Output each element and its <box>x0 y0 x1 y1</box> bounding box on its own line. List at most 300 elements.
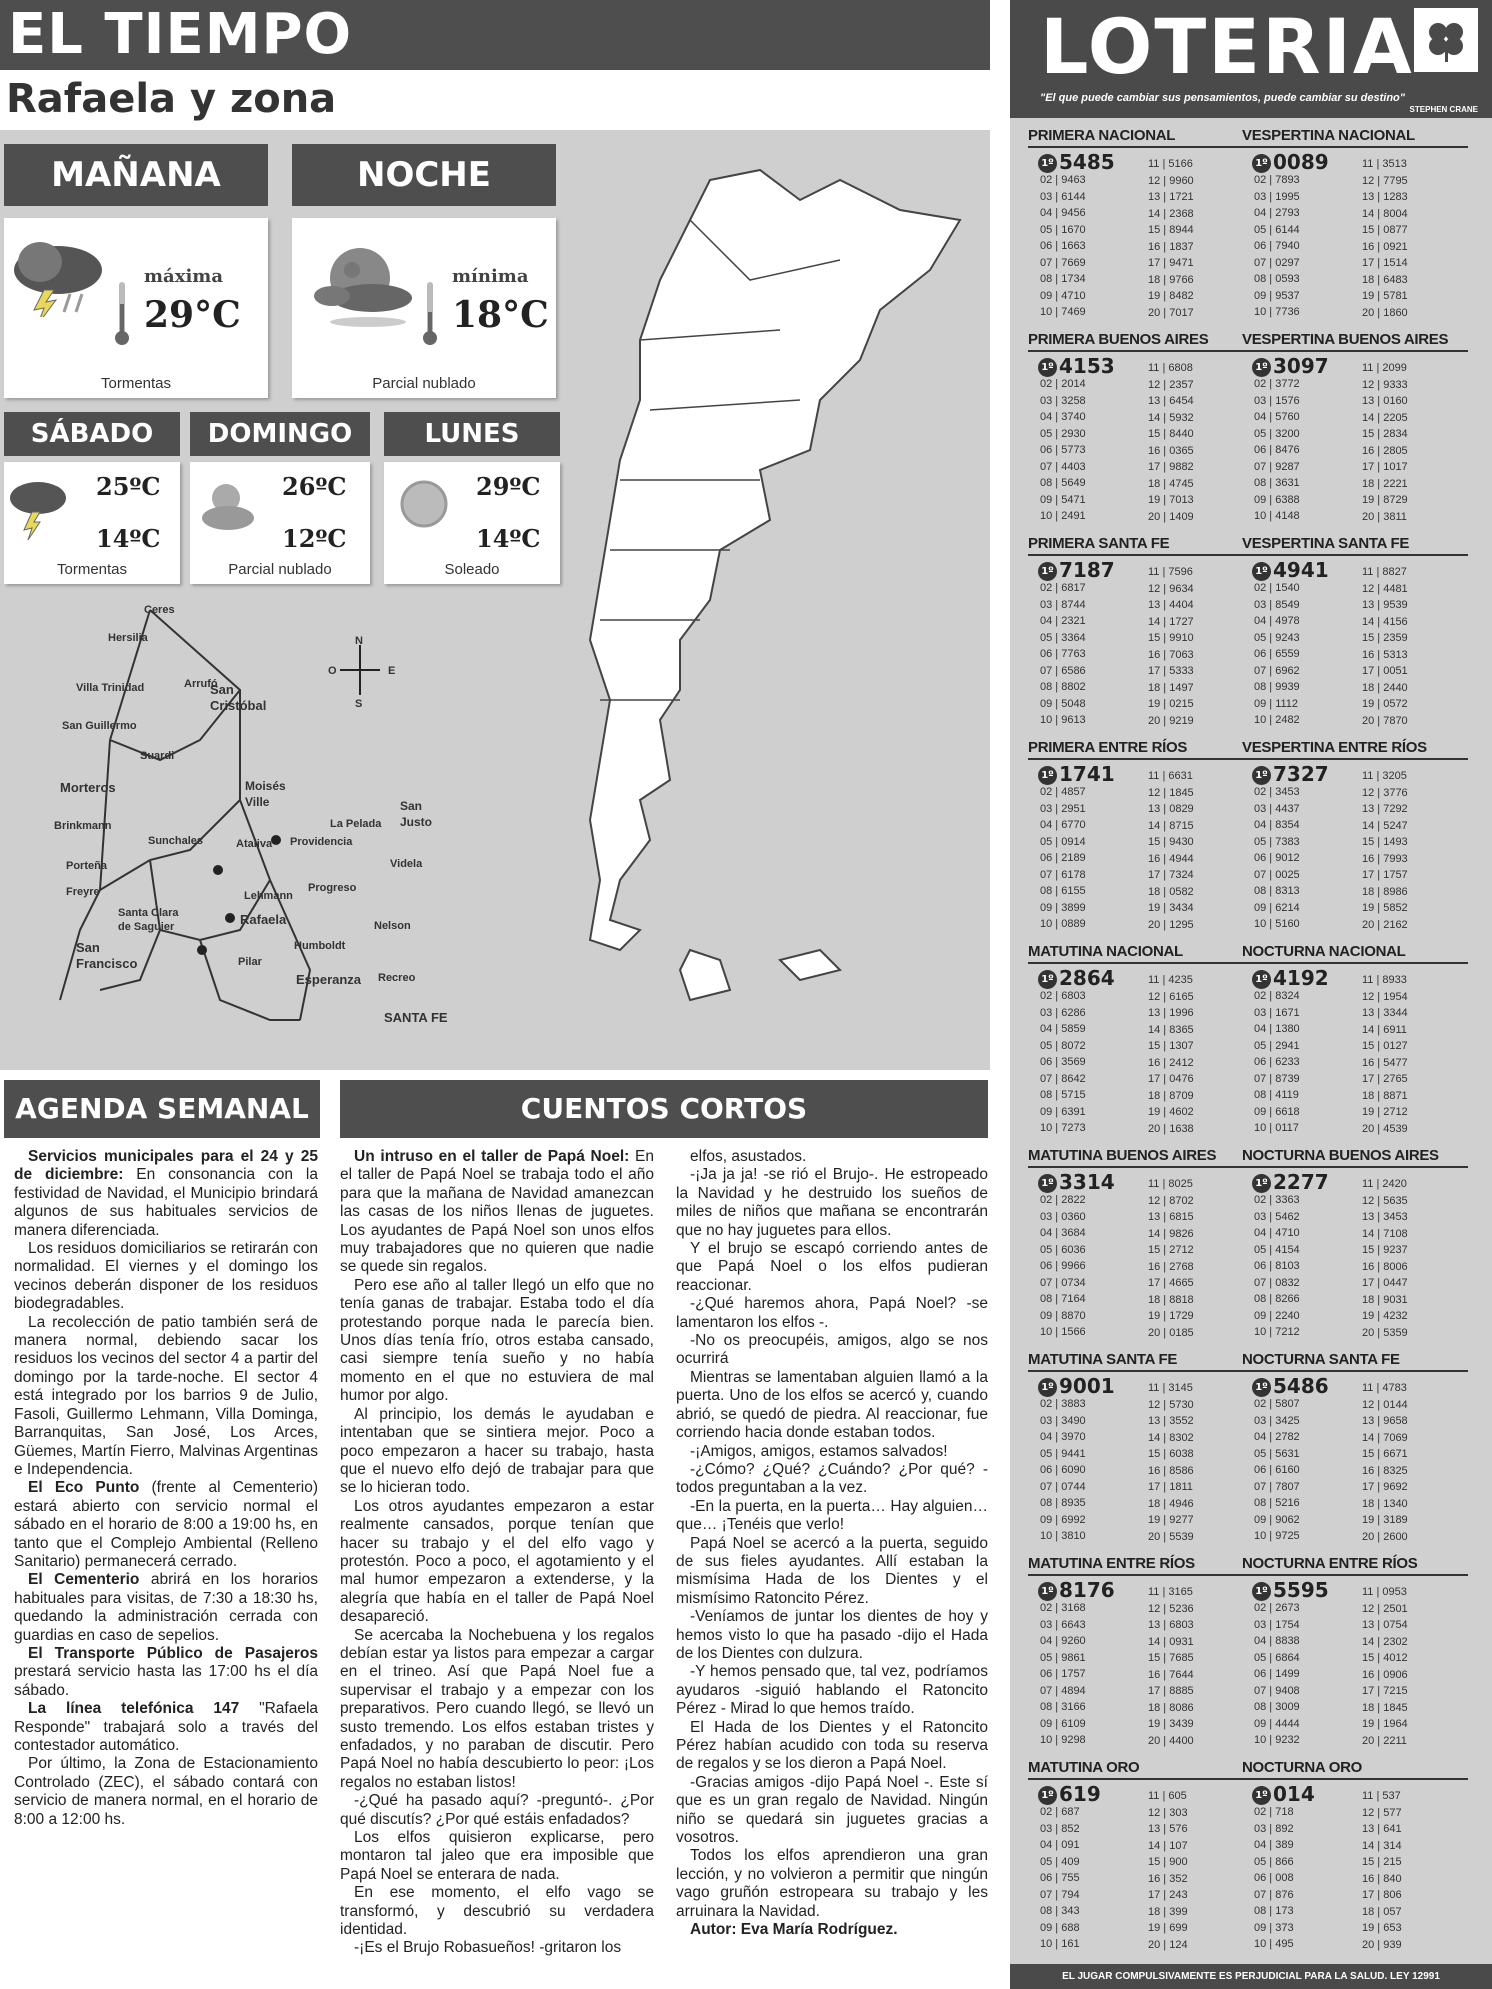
loteria-header <box>1010 0 1492 100</box>
lottery-number: 09 | 1112 <box>1254 697 1299 710</box>
lottery-number: 05 | 1670 <box>1040 223 1086 236</box>
lottery-number: 14 | 5932 <box>1148 411 1194 424</box>
lottery-number: 16 | 5477 <box>1362 1056 1408 1069</box>
lottery-number: 20 | 0185 <box>1148 1326 1194 1339</box>
lottery-number: 15 | 8944 <box>1148 224 1194 236</box>
lottery-number: 05 | 9441 <box>1040 1447 1086 1460</box>
city-label: Brinkmann <box>54 820 112 832</box>
lottery-number: 02 | 718 <box>1254 1806 1294 1818</box>
lottery-number: 10 | 0117 <box>1254 1122 1299 1134</box>
weather-panel <box>0 130 990 1070</box>
lottery-first <box>1252 966 1329 990</box>
lottery-number: 08 | 9939 <box>1254 681 1300 693</box>
lottery-number: 18 | 8709 <box>1148 1089 1194 1102</box>
paragraph-bold: El Cementerio <box>28 1571 140 1589</box>
lottery-number: 19 | 3189 <box>1362 1514 1408 1526</box>
lottery-number: 17 | 5333 <box>1148 665 1194 677</box>
paragraph <box>676 1921 988 1939</box>
cuentos-col2 <box>676 1148 988 1978</box>
lottery-number: 14 | 2302 <box>1362 1635 1408 1648</box>
lottery-first <box>1252 1782 1315 1806</box>
lottery-number: 10 | 2482 <box>1254 714 1300 726</box>
lottery-number: 11 | 8933 <box>1362 974 1407 986</box>
lottery-number: 08 | 5715 <box>1040 1089 1086 1101</box>
paragraph <box>676 1443 988 1461</box>
lottery-name: VESPERTINA SANTA FE <box>1242 534 1468 556</box>
lottery-number: 04 | 9456 <box>1040 207 1086 219</box>
paragraph-text: Pero ese año al taller llegó un elfo que no tenía ganas de trabajar. Estaba todo el día protestando porque nada le parecía bien. Unos días tenía frío, otros estaba cansado, casi siempre tenía sueño y no había momento en el que no estuviera de mal humor por algo. <box>340 1276 654 1405</box>
lottery-number: 15 | 6671 <box>1362 1448 1408 1460</box>
paragraph <box>676 1166 988 1240</box>
lottery-number: 04 | 3970 <box>1040 1431 1086 1443</box>
paragraph-text: -¿Qué ha pasado aquí? -preguntó-. ¿Por qué discutís? ¿Por qué estáis enfadados? <box>340 1792 654 1828</box>
lottery-number: 03 | 0360 <box>1040 1210 1086 1223</box>
first-prize-icon: 1º <box>1252 1786 1271 1805</box>
lottery-number: 09 | 373 <box>1254 1921 1294 1934</box>
lottery-number: 18 | 057 <box>1362 1905 1402 1918</box>
paragraph <box>340 1627 654 1793</box>
paragraph <box>340 1406 654 1498</box>
lottery-number: 14 | 7069 <box>1362 1431 1408 1444</box>
lottery-number: 09 | 4710 <box>1040 289 1086 302</box>
lottery-number: 07 | 0832 <box>1254 1276 1300 1289</box>
lottery-number: 09 | 9537 <box>1254 289 1300 302</box>
lottery-first-value: 0089 <box>1273 150 1329 174</box>
lottery-number: 04 | 091 <box>1040 1839 1080 1851</box>
lottery-number: 03 | 8549 <box>1254 598 1300 611</box>
lottery-number: 18 | 4946 <box>1148 1497 1194 1510</box>
lottery-number: 12 | 8702 <box>1148 1194 1194 1207</box>
lottery-number: 20 | 939 <box>1362 1938 1402 1951</box>
lottery-number: 15 | 9910 <box>1148 632 1194 644</box>
lottery-number: 12 | 7795 <box>1362 174 1408 187</box>
lottery-first <box>1038 966 1115 990</box>
first-prize-icon: 1º <box>1252 1582 1271 1601</box>
lottery-first <box>1038 558 1115 582</box>
lottery-number: 16 | 2805 <box>1362 444 1408 457</box>
lottery-number: 03 | 6144 <box>1040 190 1086 203</box>
first-prize-icon: 1º <box>1252 766 1271 785</box>
lottery-number: 07 | 794 <box>1040 1888 1080 1901</box>
lottery-number: 04 | 4978 <box>1254 615 1300 627</box>
paragraph-text: El Hada de los Dientes y el Ratoncito Pérez habían acudido con toda su reserva de regalos y se los dieron a Papá Noel. <box>676 1718 988 1773</box>
lottery-number: 17 | 4665 <box>1148 1277 1194 1289</box>
moon-cloud-icon <box>312 240 422 330</box>
lottery-number: 07 | 6962 <box>1254 664 1300 677</box>
lottery-number: 19 | 5852 <box>1362 902 1408 914</box>
lottery-number: 02 | 9463 <box>1040 174 1086 186</box>
lottery-number: 10 | 1566 <box>1040 1326 1086 1338</box>
paragraph-text: -¡Ja ja ja! -se rió el Brujo-. He estropeado la Navidad y he destruido los sueños de miles de niños que mañana se encontrarán que no hay juguetes para ellos. <box>676 1166 988 1239</box>
lottery-number: 11 | 4235 <box>1148 974 1193 986</box>
lottery-number: 05 | 409 <box>1040 1855 1080 1868</box>
lottery-block <box>1242 1758 1468 1958</box>
lottery-number: 14 | 8365 <box>1148 1023 1194 1036</box>
lottery-first <box>1252 558 1329 582</box>
lottery-block <box>1028 1350 1254 1550</box>
lottery-number: 17 | 806 <box>1362 1889 1402 1901</box>
first-prize-icon: 1º <box>1252 1378 1271 1397</box>
lottery-number: 15 | 7685 <box>1148 1652 1194 1664</box>
lottery-number: 07 | 6586 <box>1040 664 1086 677</box>
lottery-number: 17 | 1514 <box>1362 257 1408 269</box>
paragraph <box>676 1608 988 1663</box>
lottery-number: 20 | 2600 <box>1362 1530 1408 1543</box>
lottery-first-value: 9001 <box>1059 1374 1115 1398</box>
lottery-number: 20 | 1860 <box>1362 306 1408 319</box>
lottery-number: 02 | 8324 <box>1254 990 1300 1002</box>
lottery-number: 03 | 1995 <box>1254 190 1300 203</box>
today-desc: Tormentas <box>100 375 172 392</box>
lottery-number: 06 | 7763 <box>1040 648 1086 660</box>
lottery-name: MATUTINA SANTA FE <box>1028 1350 1254 1372</box>
lottery-number: 09 | 2240 <box>1254 1309 1300 1322</box>
lottery-number: 06 | 1499 <box>1254 1668 1300 1680</box>
today-card <box>4 218 268 398</box>
lottery-number: 11 | 537 <box>1362 1790 1401 1802</box>
lottery-number: 03 | 3425 <box>1254 1414 1300 1427</box>
day-desc: Soleado <box>444 561 500 578</box>
paragraph <box>676 1148 988 1166</box>
lottery-name: NOCTURNA ENTRE RÍOS <box>1242 1554 1468 1576</box>
lottery-first <box>1038 762 1115 786</box>
lottery-number: 06 | 9966 <box>1040 1260 1086 1272</box>
lottery-number: 04 | 8838 <box>1254 1635 1300 1647</box>
city-label: Ceres <box>144 604 175 616</box>
lottery-block <box>1028 1554 1254 1754</box>
paragraph-text: Papá Noel se acercó a la puerta, seguido de sus fieles ayudantes. Allí estaban la mismísima Hada de los Dientes y el mismísimo Ratoncito Pérez. <box>676 1534 988 1607</box>
lottery-number: 02 | 1540 <box>1254 582 1300 594</box>
lottery-number: 04 | 9260 <box>1040 1635 1086 1647</box>
city-label: Hersilia <box>108 632 148 644</box>
lottery-number: 11 | 8827 <box>1362 566 1407 578</box>
lottery-name: PRIMERA NACIONAL <box>1028 126 1254 148</box>
paragraph <box>340 1939 654 1957</box>
first-prize-icon: 1º <box>1038 358 1057 377</box>
lottery-block <box>1242 738 1468 938</box>
day-min: 14ºC <box>96 524 161 553</box>
city-label: Freyre <box>66 886 100 898</box>
lottery-number: 05 | 6864 <box>1254 1651 1300 1664</box>
lottery-number: 03 | 6643 <box>1040 1618 1086 1631</box>
lottery-number: 02 | 3883 <box>1040 1398 1086 1410</box>
city-label: San Guillermo <box>62 720 137 732</box>
lottery-number: 11 | 8025 <box>1148 1178 1193 1190</box>
first-prize-icon: 1º <box>1038 154 1057 173</box>
lottery-number: 03 | 1754 <box>1254 1618 1300 1631</box>
paragraph <box>14 1240 318 1314</box>
lottery-first-value: 4941 <box>1273 558 1329 582</box>
paragraph <box>676 1847 988 1921</box>
day-max: 26ºC <box>282 472 347 501</box>
quote: "El que puede cambiar sus pensamientos, puede cambiar su destino" <box>1040 92 1405 104</box>
lottery-name: MATUTINA BUENOS AIRES <box>1028 1146 1254 1168</box>
lottery-number: 12 | 303 <box>1148 1806 1188 1819</box>
city-label: Suardi <box>140 750 175 762</box>
lottery-number: 09 | 6109 <box>1040 1717 1086 1730</box>
lottery-number: 13 | 7292 <box>1362 803 1408 815</box>
tab-sabado: SÁBADO <box>4 412 180 456</box>
lottery-number: 10 | 3810 <box>1040 1530 1086 1542</box>
lottery-number: 18 | 2440 <box>1362 681 1408 694</box>
lottery-number: 09 | 6214 <box>1254 901 1300 914</box>
lottery-number: 20 | 7017 <box>1148 306 1194 319</box>
lottery-number: 10 | 4148 <box>1254 510 1300 522</box>
city-label: Pilar <box>238 956 262 968</box>
lottery-first <box>1252 1374 1329 1398</box>
lottery-number: 13 | 1996 <box>1148 1007 1194 1019</box>
lottery-number: 07 | 4894 <box>1040 1684 1086 1697</box>
lottery-block <box>1028 738 1254 938</box>
lottery-number: 04 | 5760 <box>1254 411 1300 423</box>
paragraph-text: -¡Es el Brujo Robasueños! -gritaron los <box>354 1939 622 1957</box>
lottery-number: 10 | 161 <box>1040 1938 1080 1950</box>
lottery-number: 14 | 314 <box>1362 1839 1402 1852</box>
paragraph <box>14 1645 318 1700</box>
lottery-block <box>1028 942 1254 1142</box>
lottery-number: 02 | 687 <box>1040 1806 1080 1818</box>
paragraph <box>340 1498 654 1627</box>
lottery-first-value: 5485 <box>1059 150 1115 174</box>
lottery-number: 19 | 0572 <box>1362 698 1408 710</box>
compass-n: N <box>355 635 363 647</box>
first-prize-icon: 1º <box>1252 154 1271 173</box>
lottery-number: 11 | 2420 <box>1362 1178 1407 1190</box>
tab-domingo: DOMINGO <box>190 412 370 456</box>
lottery-number: 13 | 641 <box>1362 1823 1402 1835</box>
city-label: San Cristóbal <box>210 682 267 713</box>
lottery-number: 12 | 577 <box>1362 1806 1402 1819</box>
lottery-number: 05 | 9861 <box>1040 1651 1086 1664</box>
lottery-number: 12 | 6165 <box>1148 990 1194 1003</box>
lottery-number: 02 | 6817 <box>1040 582 1086 594</box>
lottery-number: 05 | 7383 <box>1254 835 1300 848</box>
lottery-number: 02 | 3363 <box>1254 1194 1300 1206</box>
first-prize-icon: 1º <box>1038 562 1057 581</box>
paragraph-text: (frente al Cementerio) estará abierto con servicio normal el sábado en el horario de 8:00 a 19:00 hs, en tanto que el Complejo Ambiental (Relleno Sanitario) permanecerá cerrado. <box>14 1479 318 1570</box>
paragraph-text: -Y hemos pensado que, tal vez, podríamos ayudaros -siguió hablando el Ratoncito Pérez - Mirad lo que hemos traído. <box>676 1663 988 1718</box>
lottery-number: 02 | 3772 <box>1254 378 1300 390</box>
lottery-block <box>1028 1758 1254 1958</box>
lottery-number: 05 | 6144 <box>1254 223 1300 236</box>
lottery-number: 10 | 7469 <box>1040 306 1086 318</box>
first-prize-icon: 1º <box>1252 970 1271 989</box>
lottery-number: 08 | 343 <box>1040 1905 1080 1917</box>
lottery-number: 20 | 124 <box>1148 1938 1188 1951</box>
paragraph-text: "Rafaela Responde" trabajará solo a través del contestador automático. <box>14 1700 318 1754</box>
lottery-block <box>1028 534 1254 734</box>
lottery-number: 15 | 9430 <box>1148 836 1194 848</box>
lottery-number: 09 | 3899 <box>1040 901 1086 914</box>
city-label: Arrufó <box>184 678 218 690</box>
lottery-number: 07 | 6178 <box>1040 868 1086 881</box>
lottery-number: 12 | 2357 <box>1148 378 1194 391</box>
tab-lunes: LUNES <box>384 412 560 456</box>
lottery-first <box>1252 354 1329 378</box>
lottery-number: 09 | 5048 <box>1040 697 1086 710</box>
lottery-number: 05 | 0914 <box>1040 835 1086 848</box>
lottery-number: 17 | 9692 <box>1362 1481 1408 1493</box>
lottery-number: 07 | 8739 <box>1254 1072 1300 1085</box>
lottery-number: 14 | 9826 <box>1148 1227 1194 1240</box>
lottery-number: 18 | 8818 <box>1148 1293 1194 1306</box>
lottery-name: MATUTINA NACIONAL <box>1028 942 1254 964</box>
lottery-number: 06 | 9012 <box>1254 852 1300 864</box>
lottery-number: 18 | 8986 <box>1362 885 1408 898</box>
lottery-number: 15 | 2359 <box>1362 632 1408 644</box>
lottery-block <box>1242 534 1468 734</box>
lottery-number: 12 | 1845 <box>1148 786 1194 799</box>
first-prize-icon: 1º <box>1038 1786 1057 1805</box>
lottery-number: 16 | 8006 <box>1362 1260 1408 1273</box>
paragraph-text: En ese momento, el elfo vago se transformó, y descubrió su verdadera identidad. <box>340 1884 654 1939</box>
lottery-number: 18 | 1497 <box>1148 681 1194 694</box>
lottery-number: 06 | 5773 <box>1040 444 1086 456</box>
lottery-number: 08 | 8802 <box>1040 681 1086 693</box>
lottery-number: 04 | 1380 <box>1254 1023 1300 1035</box>
lottery-number: 04 | 389 <box>1254 1839 1294 1851</box>
lottery-number: 16 | 2768 <box>1148 1260 1194 1273</box>
paragraph <box>14 1755 318 1829</box>
weather-title: EL TIEMPO <box>0 0 990 70</box>
paragraph <box>14 1148 318 1240</box>
lottery-number: 06 | 6160 <box>1254 1464 1300 1476</box>
lottery-number: 19 | 653 <box>1362 1922 1402 1934</box>
lottery-number: 15 | 2712 <box>1148 1244 1194 1256</box>
lottery-number: 17 | 2765 <box>1362 1073 1408 1085</box>
lottery-number: 18 | 8871 <box>1362 1089 1408 1102</box>
lottery-number: 20 | 5359 <box>1362 1326 1408 1339</box>
lottery-number: 18 | 8086 <box>1148 1701 1194 1714</box>
max-label: máxima <box>144 266 223 287</box>
lottery-first-value: 8176 <box>1059 1578 1115 1602</box>
lottery-number: 14 | 5247 <box>1362 819 1408 832</box>
lottery-number: 07 | 7807 <box>1254 1480 1300 1493</box>
lottery-first <box>1038 1374 1115 1398</box>
lottery-number: 07 | 0744 <box>1040 1480 1086 1493</box>
paragraph-bold: Autor: Eva María Rodríguez. <box>690 1921 898 1939</box>
loteria-title: LOTERIA <box>1040 2 1414 91</box>
paragraph <box>676 1461 988 1498</box>
lottery-number: 11 | 6631 <box>1148 770 1193 782</box>
paragraph-text: En el taller de Papá Noel se trabaja todo el año para que la mañana de Navidad amanezcan las casas de los niños llenas de juguetes. Los ayudantes de Papá Noel son unos elfos muy trabajadores que no quieren que nadie se quede sin regalos. <box>340 1148 654 1276</box>
lottery-number: 06 | 8103 <box>1254 1260 1300 1272</box>
lottery-number: 06 | 6090 <box>1040 1464 1086 1476</box>
quote-bar <box>1010 92 1492 118</box>
lottery-name: VESPERTINA ENTRE RÍOS <box>1242 738 1468 760</box>
lottery-number: 08 | 1734 <box>1040 273 1086 285</box>
lottery-number: 18 | 6483 <box>1362 273 1408 286</box>
city-label: Santa Clara de Saguier <box>118 907 179 933</box>
lottery-number: 06 | 6233 <box>1254 1056 1300 1068</box>
first-prize-icon: 1º <box>1252 562 1271 581</box>
paragraph <box>676 1774 988 1848</box>
lottery-number: 10 | 495 <box>1254 1938 1294 1950</box>
lottery-number: 03 | 8744 <box>1040 598 1086 611</box>
paragraph-text: -¿Cómo? ¿Qué? ¿Cuándo? ¿Por qué? -todos preguntaban a la vez. <box>676 1460 988 1497</box>
paragraph-text: -Veníamos de juntar los dientes de hoy y hemos visto lo que ha pasado -dijo el Hada de los Dientes con dulzura. <box>676 1608 988 1662</box>
thermometer-icon <box>422 282 438 348</box>
lottery-number: 08 | 5216 <box>1254 1497 1300 1509</box>
lottery-number: 15 | 1307 <box>1148 1040 1194 1052</box>
paragraph <box>676 1240 988 1295</box>
lottery-first <box>1252 150 1329 174</box>
lottery-number: 03 | 2951 <box>1040 802 1086 815</box>
lottery-number: 14 | 8004 <box>1362 207 1408 220</box>
paragraph-text: Mientras se lamentaban alguien llamó a la puerta. Uno de los elfos se acercó y, cuando abrió, se quedó de piedra. Al reaccionar, fue corriendo hacia donde estaban todos. <box>676 1368 988 1442</box>
lottery-number: 06 | 755 <box>1040 1872 1080 1884</box>
lottery-number: 03 | 852 <box>1040 1822 1080 1835</box>
lottery-number: 16 | 8325 <box>1362 1464 1408 1477</box>
lottery-first <box>1038 354 1115 378</box>
lottery-number: 17 | 7215 <box>1362 1685 1408 1697</box>
lottery-number: 13 | 0754 <box>1362 1619 1408 1631</box>
lottery-number: 10 | 9298 <box>1040 1734 1086 1746</box>
lottery-number: 12 | 5635 <box>1362 1194 1408 1207</box>
lottery-number: 19 | 4602 <box>1148 1106 1194 1118</box>
lottery-number: 03 | 3258 <box>1040 394 1086 407</box>
lottery-number: 16 | 7993 <box>1362 852 1408 865</box>
lottery-number: 07 | 0297 <box>1254 256 1300 269</box>
cuentos-col1 <box>340 1148 654 1978</box>
lottery-number: 02 | 7893 <box>1254 174 1300 186</box>
lottery-number: 19 | 1729 <box>1148 1310 1194 1322</box>
lottery-first-value: 3314 <box>1059 1170 1115 1194</box>
lottery-number: 12 | 2501 <box>1362 1602 1408 1615</box>
lottery-first <box>1038 1170 1115 1194</box>
lottery-first-value: 5595 <box>1273 1578 1329 1602</box>
lottery-number: 13 | 1721 <box>1148 191 1194 203</box>
lottery-number: 05 | 8072 <box>1040 1039 1086 1052</box>
paragraph-bold: El Transporte Público de Pasajeros <box>28 1644 318 1662</box>
lottery-first <box>1038 150 1115 174</box>
lottery-name: PRIMERA BUENOS AIRES <box>1028 330 1254 352</box>
lottery-number: 13 | 3344 <box>1362 1007 1408 1019</box>
paragraph-text: Y el brujo se escapó corriendo antes de que Papá Noel o los elfos pudieran reaccionar. <box>676 1240 988 1294</box>
lottery-number: 07 | 0025 <box>1254 868 1300 881</box>
weather-subtitle: Rafaela y zona <box>6 76 337 122</box>
sun-cloud-icon <box>196 472 256 542</box>
lottery-number: 11 | 4783 <box>1362 1382 1407 1394</box>
lottery-number: 11 | 2099 <box>1362 362 1407 374</box>
lottery-number: 10 | 9232 <box>1254 1734 1300 1746</box>
paragraph <box>340 1884 654 1939</box>
loteria-panel <box>1010 0 1492 1989</box>
lottery-number: 06 | 3569 <box>1040 1056 1086 1068</box>
paragraph-text: Los otros ayudantes empezaron a estar realmente cansados, porque tenían que hacer su trabajo y el del elfo vago y protestón. Poco a poco, el agotamiento y el mal humor empezaron a extenderse, y la alegría que había en el taller de Papá Noel desapareció. <box>340 1497 654 1626</box>
paragraph-bold: El Eco Punto <box>28 1479 140 1497</box>
lottery-number: 05 | 3364 <box>1040 631 1086 644</box>
paragraph-text: -¿Qué haremos ahora, Papá Noel? -se lamentaron los elfos -. <box>676 1295 988 1331</box>
lottery-number: 03 | 1576 <box>1254 394 1300 407</box>
paragraph <box>676 1535 988 1609</box>
agenda-title: AGENDA SEMANAL <box>4 1080 320 1138</box>
lottery-number: 04 | 2793 <box>1254 207 1300 219</box>
lottery-number: 17 | 9471 <box>1148 257 1194 269</box>
lottery-first <box>1252 1578 1329 1602</box>
lottery-number: 02 | 2673 <box>1254 1602 1300 1614</box>
city-label: Progreso <box>308 882 357 894</box>
first-prize-icon: 1º <box>1038 1378 1057 1397</box>
lottery-number: 06 | 6559 <box>1254 648 1300 660</box>
lottery-number: 19 | 699 <box>1148 1922 1188 1934</box>
lottery-number: 02 | 2822 <box>1040 1194 1086 1206</box>
paragraph-text: prestará servicio hasta las 17:00 hs el día sábado. <box>14 1663 318 1699</box>
lottery-number: 15 | 1493 <box>1362 836 1408 848</box>
min-label: mínima <box>452 266 529 287</box>
lottery-first <box>1252 1170 1329 1194</box>
lottery-number: 06 | 7940 <box>1254 240 1300 252</box>
